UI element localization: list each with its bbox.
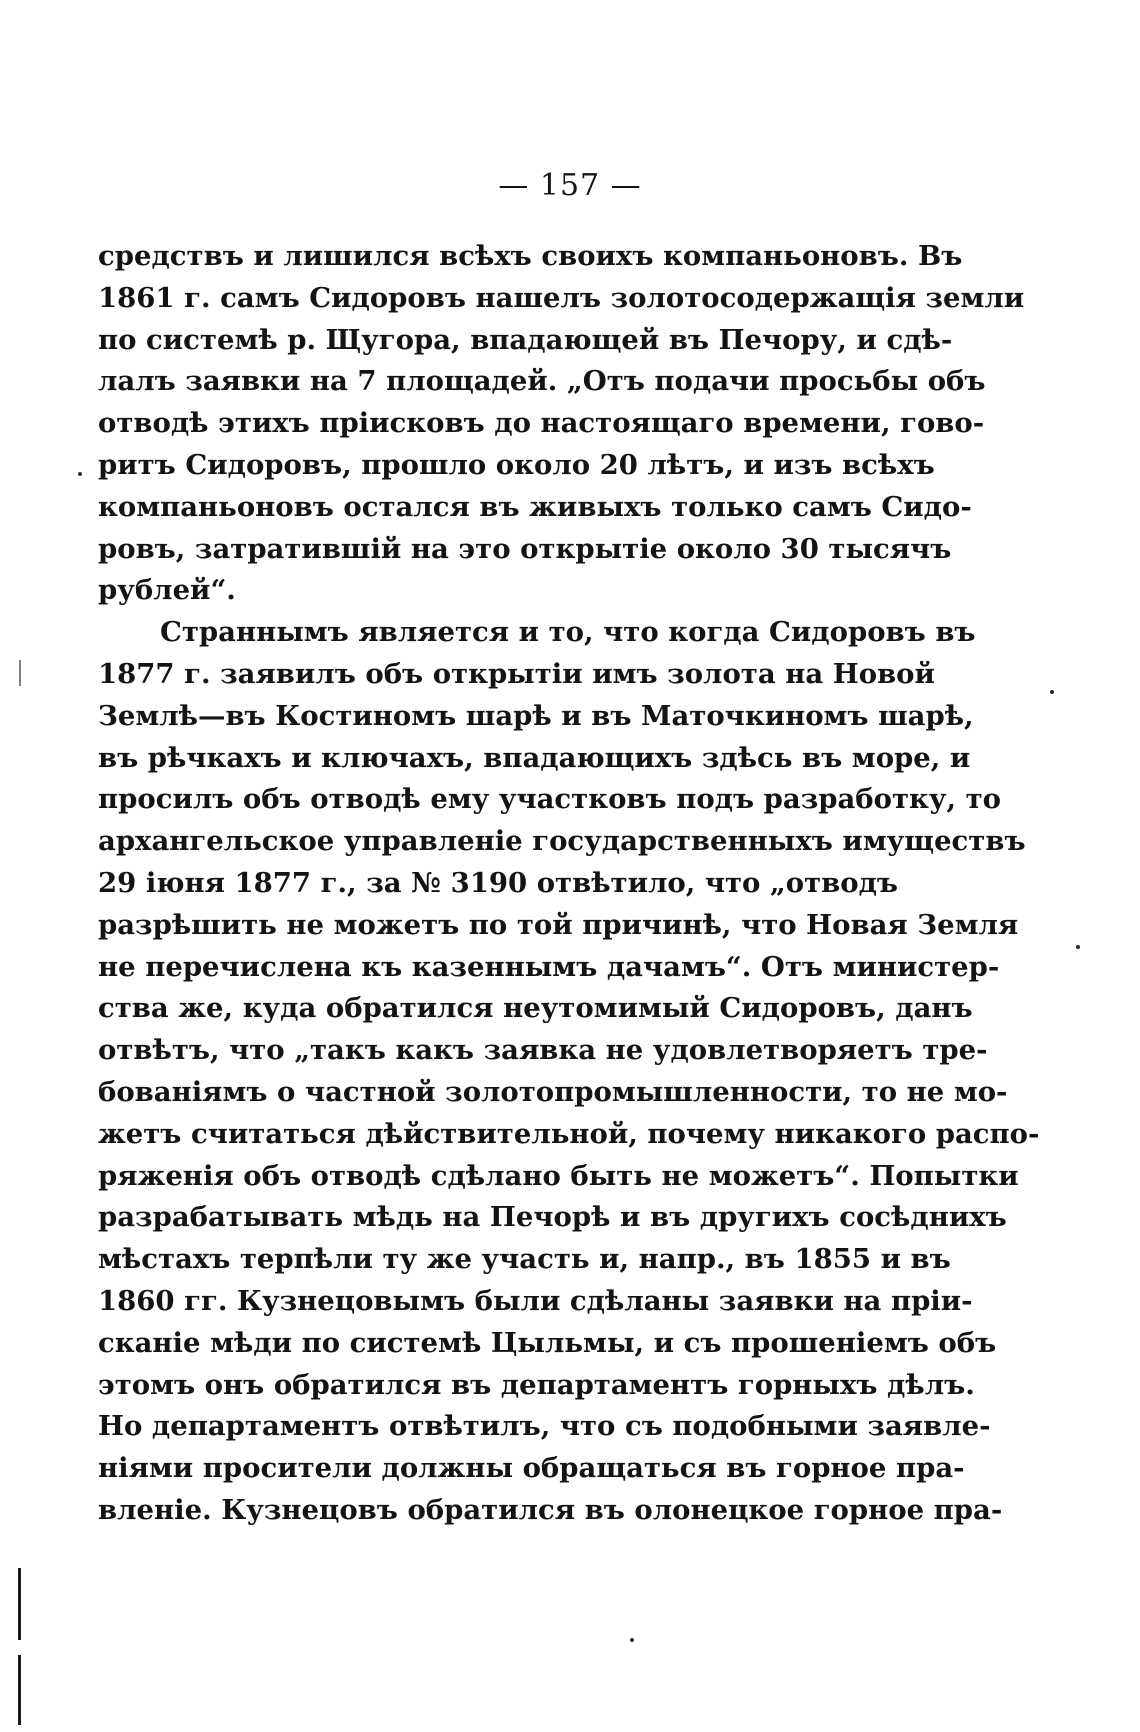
scan-edge-mark — [18, 1655, 21, 1725]
scan-speck — [1050, 690, 1054, 694]
text-line: 1860 гг. Кузнецовымъ были сдѣланы заявки на пріи- — [98, 1284, 973, 1317]
scan-speck — [630, 1638, 634, 1642]
text-line: сканіе мѣди по системѣ Цыльмы, и съ прошеніемъ объ — [98, 1326, 997, 1359]
scan-speck — [78, 472, 82, 476]
text-line: ства же, куда обратился неутомимый Сидоровъ, данъ — [98, 992, 973, 1025]
text-line: 1861 г. самъ Сидоровъ нашелъ золотосодержащія земли — [98, 281, 1025, 314]
scan-speck — [1076, 945, 1080, 949]
text-line: разрѣшить не можетъ по той причинѣ, что Новая Земля — [98, 908, 1019, 941]
text-line: средствъ и лишился всѣхъ своихъ компаньоновъ. Въ — [98, 240, 963, 272]
text-line: ряженія объ отводѣ сдѣлано быть не можетъ“. Попытки — [98, 1159, 1019, 1192]
text-line: этомъ онъ обратился въ департаментъ горныхъ дѣлъ. — [98, 1368, 975, 1401]
text-line: просилъ объ отводѣ ему участковъ подъ разработку, то — [98, 783, 1002, 816]
text-line: мѣстахъ терпѣли ту же участь и, напр., въ 1855 и въ — [98, 1243, 951, 1276]
text-line: не перечислена къ казеннымъ дачамъ“. Отъ министер- — [98, 950, 1000, 983]
scan-edge-mark — [18, 1568, 21, 1640]
body-text — [98, 236, 1040, 1532]
text-line: ровъ, затратившій на это открытіе около 30 тысячъ — [98, 532, 952, 565]
text-line: отводѣ этихъ пріисковъ до настоящаго времени, гово- — [98, 407, 985, 440]
text-line: архангельское управленіе государственныхъ имуществъ — [98, 825, 1026, 858]
paragraph-first-line: Страннымъ является и то, что когда Сидоровъ въ — [160, 616, 976, 649]
text-line: 1877 г. заявилъ объ открытіи имъ золота на Новой — [98, 657, 935, 690]
text-line: лалъ заявки на 7 площадей. „Отъ подачи просьбы объ — [98, 365, 986, 398]
text-line: жетъ считаться дѣйствительной, почему никакого распо- — [98, 1117, 1040, 1150]
text-line: разрабатывать мѣдь на Печорѣ и въ другихъ сосѣднихъ — [98, 1201, 1007, 1234]
text-line: 29 іюня 1877 г., за № 3190 отвѣтило, что „отводъ — [98, 866, 899, 899]
text-line: компаньоновъ остался въ живыхъ только самъ Сидо- — [98, 490, 972, 523]
text-line: по системѣ р. Щугора, впадающей въ Печору, и сдѣ- — [98, 323, 953, 356]
text-line: бованіямъ о частной золотопромышленности, то не мо- — [98, 1075, 1008, 1108]
text-line: вленіе. Кузнецовъ обратился въ олонецкое горное пра- — [98, 1493, 1003, 1526]
text-line: въ рѣчкахъ и ключахъ, впадающихъ здѣсь въ море, и — [98, 741, 971, 774]
text-line: рублей“. — [98, 574, 236, 607]
page-number: — 157 — — [498, 168, 642, 203]
scan-edge-mark — [19, 660, 21, 686]
text-line: ритъ Сидоровъ, прошло около 20 лѣтъ, и изъ всѣхъ — [98, 448, 935, 481]
text-line: Но департаментъ отвѣтилъ, что съ подобными заявле- — [98, 1410, 991, 1443]
text-line: отвѣтъ, что „такъ какъ заявка не удовлетворяетъ тре- — [98, 1034, 988, 1067]
text-line: ніями просители должны обращаться въ горное пра- — [98, 1452, 965, 1485]
text-line: Землѣ—въ Костиномъ шарѣ и въ Маточкиномъ шарѣ, — [98, 699, 974, 732]
